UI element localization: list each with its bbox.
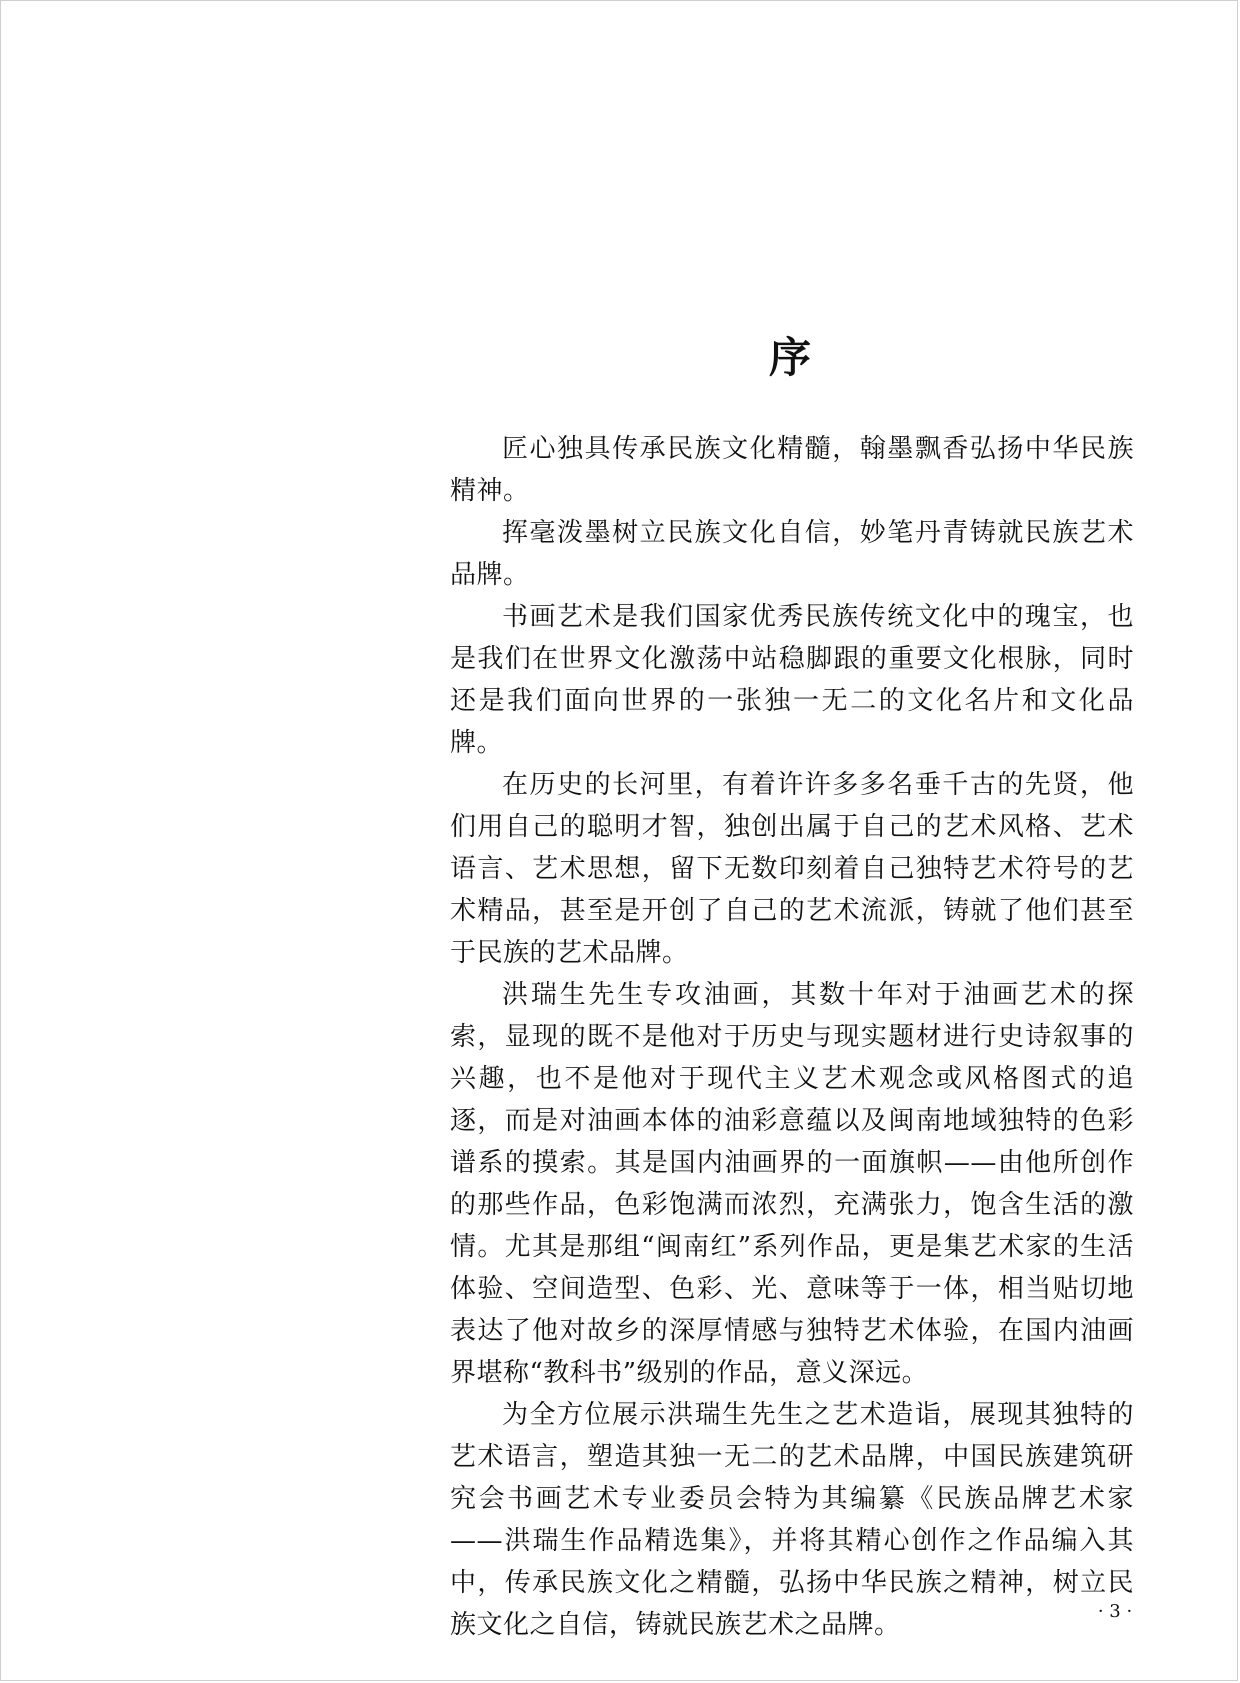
paragraph: 为全方位展示洪瑞生先生之艺术造诣，展现其独特的艺术语言，塑造其独一无二的艺术品牌，中国民族建筑研究会书画艺术专业委员会特为其编纂《民族品牌艺术家——洪瑞生作品精选集》，并将其精心创作之作品编入其中，传承民族文化之精髓，弘扬中华民族之精神，树立民族文化之自信，铸就民族艺术之品牌。 [450, 1400, 1134, 1640]
preface-body [450, 428, 1134, 1646]
paragraph: 洪瑞生先生专攻油画，其数十年对于油画艺术的探索，显现的既不是他对于历史与现实题材进行史诗叙事的兴趣，也不是他对于现代主义艺术观念或风格图式的追逐，而是对油画本体的油彩意蕴以及闽南地域独特的色彩谱系的摸索。其是国内油画界的一面旗帜——由他所创作的那些作品，色彩饱满而浓烈，充满张力，饱含生活的激情。尤其是那组“闽南红”系列作品，更是集艺术家的生活体验、空间造型、色彩、光、意味等于一体，相当贴切地表达了他对故乡的深厚情感与独特艺术体验，在国内油画界堪称“教科书”级别的作品，意义深远。 [450, 980, 1134, 1388]
paragraph: 挥毫泼墨树立民族文化自信，妙笔丹青铸就民族艺术品牌。 [450, 518, 1134, 590]
page-number: · 3 · [1097, 1601, 1133, 1622]
page-title: 序 [768, 333, 811, 383]
paragraph: 匠心独具传承民族文化精髓，翰墨飘香弘扬中华民族精神。 [450, 434, 1134, 506]
paragraph: 在历史的长河里，有着许许多多名垂千古的先贤，他们用自己的聪明才智，独创出属于自己的艺术风格、艺术语言、艺术思想，留下无数印刻着自己独特艺术符号的艺术精品，甚至是开创了自己的艺术流派，铸就了他们甚至于民族的艺术品牌。 [450, 770, 1134, 968]
paragraph: 书画艺术是我们国家优秀民族传统文化中的瑰宝，也是我们在世界文化激荡中站稳脚跟的重要文化根脉，同时还是我们面向世界的一张独一无二的文化名片和文化品牌。 [450, 602, 1134, 758]
